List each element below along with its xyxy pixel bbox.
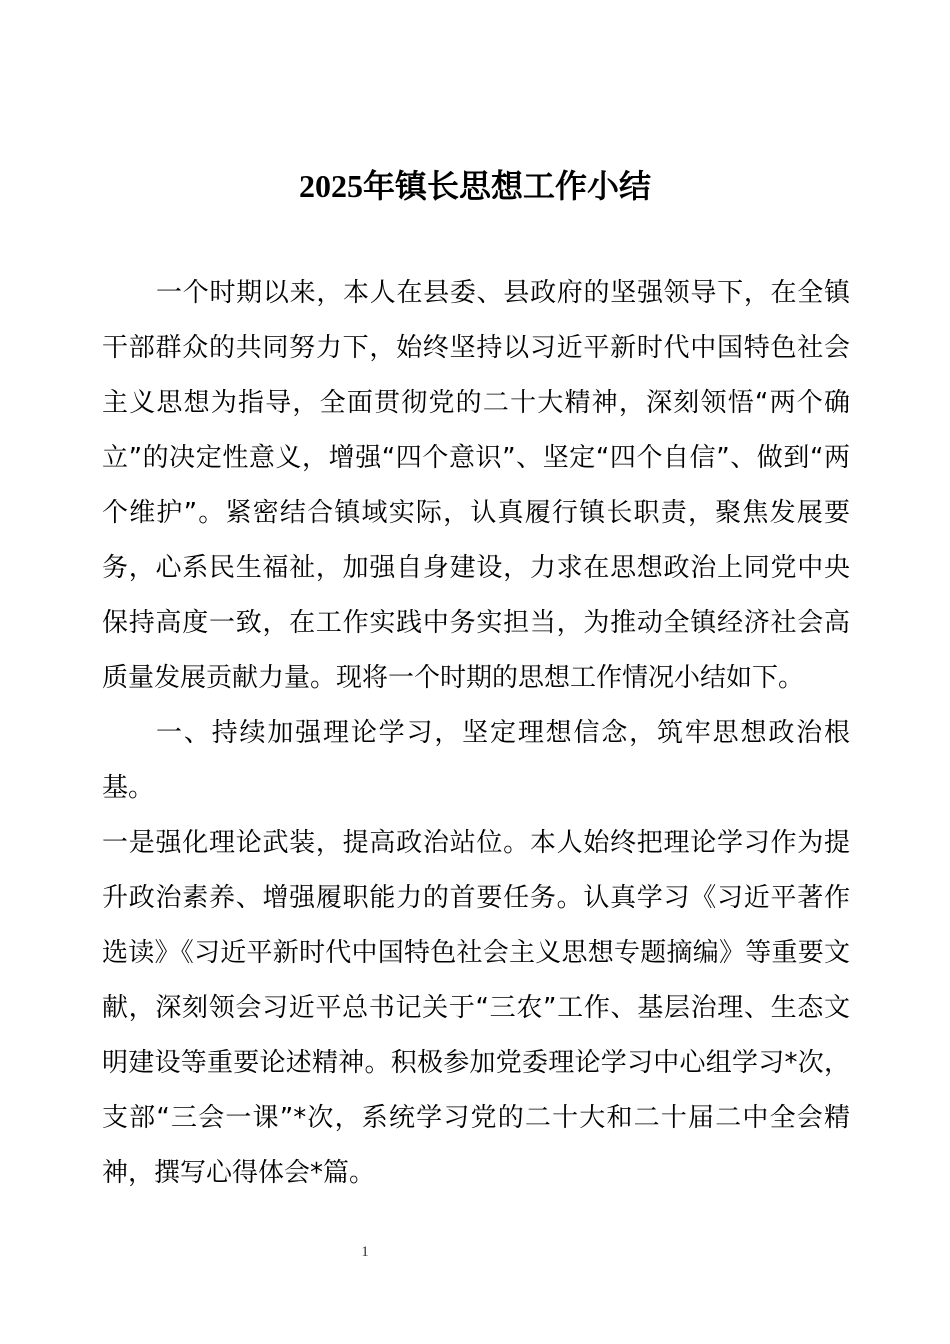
document-body	[102, 266, 850, 1201]
section-heading-1: 一、持续加强理论学习，坚定理想信念，筑牢思想政治根基。	[102, 718, 850, 803]
paragraph-intro: 一个时期以来，本人在县委、县政府的坚强领导下，在全镇干部群众的共同努力下，始终坚持以习近平新时代中国特色社会主义思想为指导，全面贯彻党的二十大精神，深刻领悟“两个确立”的决定性意义，增强“四个意识”、坚定“四个自信”、做到“两个维护”。紧密结合镇域实际，认真履行镇长职责，聚焦发展要务，心系民生福祉，加强自身建设，力求在思想政治上同党中央保持高度一致，在工作实践中务实担当，为推动全镇经济社会高质量发展贡献力量。现将一个时期的思想工作情况小结如下。	[102, 278, 850, 693]
page-number: 1	[361, 1244, 369, 1260]
paragraph-point-1: 一是强化理论武装，提高政治站位。本人始终把理论学习作为提升政治素养、增强履职能力的首要任务。认真学习《习近平著作选读》《习近平新时代中国特色社会主义思想专题摘编》等重要文献，深刻领会习近平总书记关于“三农”工作、基层治理、生态文明建设等重要论述精神。积极参加党委理论学习中心组学习*次，支部“三会一课”*次，系统学习党的二十大和二十届二中全会精神，撰写心得体会*篇。	[102, 828, 850, 1188]
document-title: 2025年镇长思想工作小结	[298, 168, 651, 204]
